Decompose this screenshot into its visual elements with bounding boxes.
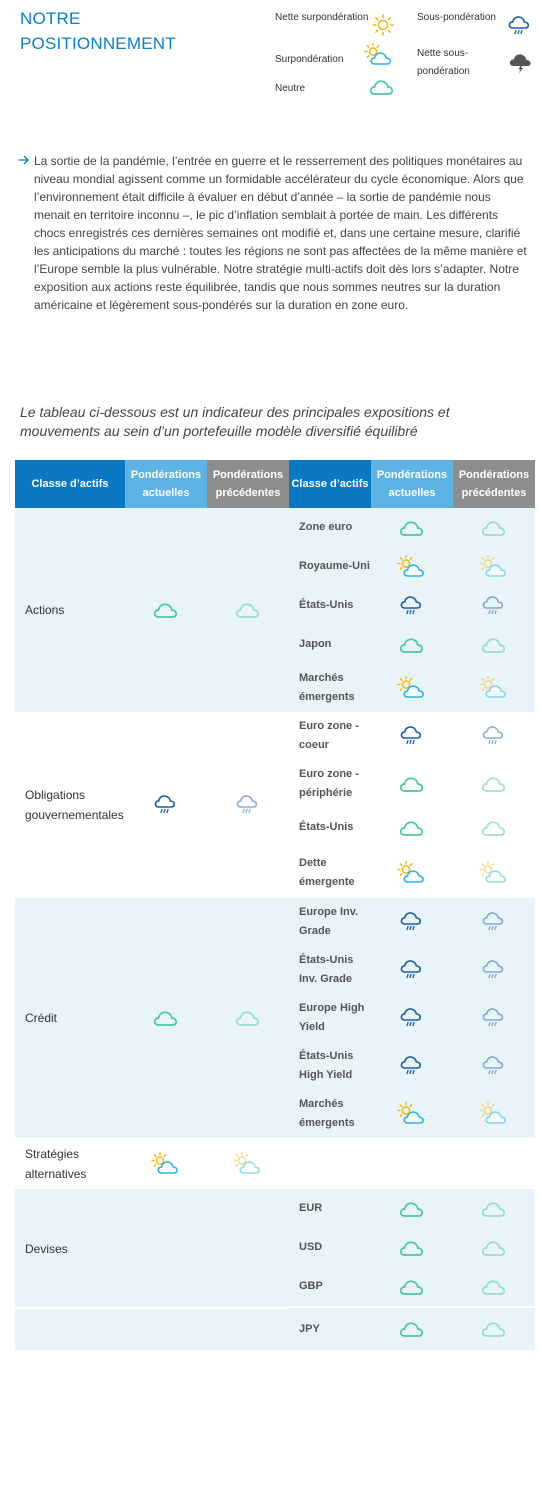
rain-cloud-icon — [453, 1006, 535, 1030]
row-label: Euro zone - coeur — [299, 720, 359, 751]
arrow-right-icon — [18, 152, 34, 314]
group-name: Obligations gouvernementales — [25, 788, 124, 822]
table-row — [289, 1042, 535, 1090]
neutral-cloud-icon — [371, 518, 453, 538]
rain-cloud-icon — [453, 724, 535, 748]
row-label: États-Unis — [299, 821, 354, 833]
sun-cloud-icon — [125, 1151, 207, 1177]
legend-label-neutre: Neutre — [275, 83, 306, 94]
table-row — [289, 847, 535, 898]
neutral-cloud-icon — [453, 1319, 535, 1339]
header-asset-class: Classe d’actifs — [289, 460, 371, 508]
table-header — [15, 460, 535, 508]
header-previous-weights: Pondérations précédentes — [453, 460, 535, 508]
row-label: Dette émergente — [299, 856, 355, 888]
header-current-weights: Pondérations actuelles — [371, 460, 453, 508]
sun-cloud-icon — [453, 860, 535, 886]
group-name: Devises — [25, 1242, 68, 1256]
neutral-cloud-icon — [371, 1319, 453, 1339]
intro-text: La sortie de la pandémie, l’entrée en guerre et le resserrement des politiques monétaires au niveau mondial agissent comme un formidable accélérateur du cycle économique. Alors que l’environnement était difficile à évaluer en début d’année – la sortie de pandémie nous menait en territoire inconnu –, le pic d’inflation semblait à portée de main. Les différents chocs enregistrés ces dernières semaines ont modifié et, dans une certaine mesure, clarifié les anticipations du marché : toutes les régions ne sont pas affectées de la même manière et l’Europe semble la plus vulnérable. Notre stratégie multi-actifs doit dès lors s’adapter. Notre exposition aux actions reste équilibrée, tandis que nous sommes neutres sur la duration américaine et légèrement sous-pondérés sur la duration en zone euro. — [34, 154, 527, 312]
rain-cloud-icon — [371, 910, 453, 934]
table-group-alternative-strategies — [15, 1138, 535, 1189]
neutral-cloud-icon — [453, 1199, 535, 1219]
neutral-cloud-icon — [453, 774, 535, 794]
header-current-weights: Pondérations actuelles — [125, 460, 207, 508]
neutral-cloud-icon — [453, 818, 535, 838]
sun-cloud-icon — [453, 1101, 535, 1127]
row-label: JPY — [299, 1322, 320, 1335]
table-row — [289, 664, 535, 712]
sun-cloud-icon — [371, 1101, 453, 1127]
row-label: Europe Inv. Grade — [299, 906, 359, 937]
neutral-cloud-icon — [371, 818, 453, 838]
table-subtitle: Le tableau ci-dessous est un indicateur des principales expositions et mouvements au sein d’un portefeuille modèle diversifié équilibré — [20, 404, 450, 439]
table-row — [289, 1267, 535, 1306]
row-label: Zone euro — [299, 521, 353, 533]
row-label: États-Unis — [299, 599, 354, 611]
sun-cloud-icon — [371, 860, 453, 886]
table-row — [289, 1189, 535, 1228]
table-group-government-bonds — [15, 712, 535, 898]
neutral-cloud-icon — [453, 1238, 535, 1258]
table-row — [289, 1308, 535, 1350]
rain-cloud-icon — [453, 1054, 535, 1078]
rain-cloud-icon — [453, 958, 535, 982]
page-title: NOTRE POSITIONNEMENT — [20, 9, 176, 53]
neutral-cloud-icon — [368, 77, 396, 97]
neutral-cloud-icon — [125, 600, 207, 620]
table-row — [289, 760, 535, 808]
rain-cloud-icon — [371, 1054, 453, 1078]
legend-label-nette-sous-ponderation: Nette sous-pondération — [417, 48, 470, 77]
sun-icon — [371, 13, 395, 37]
table-group-actions — [15, 508, 535, 712]
legend-label-surponderation: Surpondération — [275, 54, 344, 65]
neutral-cloud-icon — [371, 635, 453, 655]
group-name: Crédit — [25, 1011, 58, 1025]
row-label: Europe High Yield — [299, 1002, 365, 1033]
table-row — [289, 508, 535, 547]
neutral-cloud-icon — [371, 1277, 453, 1297]
table-row — [289, 586, 535, 625]
storm-cloud-icon — [507, 51, 533, 75]
row-label: États-Unis High Yield — [299, 1050, 354, 1081]
neutral-cloud-icon — [371, 774, 453, 794]
row-label: GBP — [299, 1280, 323, 1292]
table-row — [289, 898, 535, 946]
sun-cloud-icon — [453, 675, 535, 701]
rain-cloud-icon — [125, 793, 207, 817]
neutral-cloud-icon — [453, 1277, 535, 1297]
row-label: Marchés émergents — [299, 672, 355, 703]
table-group-credit — [15, 898, 535, 1138]
rain-cloud-icon — [371, 594, 453, 618]
legend-label-sous-ponderation: Sous-pondération — [417, 12, 496, 23]
row-divider — [15, 1307, 289, 1309]
neutral-cloud-icon — [371, 1238, 453, 1258]
rain-cloud-icon — [453, 910, 535, 934]
group-name: Stratégies alternatives — [25, 1146, 87, 1181]
table-row — [289, 625, 535, 664]
rain-cloud-icon — [371, 724, 453, 748]
sun-cloud-icon — [207, 1151, 289, 1177]
table-row — [289, 1090, 535, 1138]
rain-cloud-icon — [371, 1006, 453, 1030]
row-label: Marchés émergents — [299, 1098, 355, 1129]
row-label: EUR — [299, 1202, 323, 1214]
intro-block — [18, 152, 528, 314]
table-row — [289, 547, 535, 586]
neutral-cloud-icon — [453, 635, 535, 655]
allocation-table — [15, 460, 535, 1350]
row-label: Royaume-Uni — [299, 560, 370, 572]
row-label: États-Unis Inv. Grade — [299, 954, 354, 985]
table-row — [289, 712, 535, 760]
rain-cloud-icon — [371, 958, 453, 982]
table-group-currencies — [15, 1189, 535, 1350]
legend-label-nette-surponderation: Nette surpondération — [275, 12, 369, 23]
rain-cloud-icon — [507, 14, 533, 38]
header-asset-class: Classe d’actifs — [15, 460, 125, 508]
neutral-cloud-icon — [207, 1008, 289, 1028]
neutral-cloud-icon — [207, 600, 289, 620]
sun-cloud-icon — [371, 675, 453, 701]
sun-cloud-icon — [371, 554, 453, 580]
table-row — [289, 946, 535, 994]
sun-cloud-icon — [363, 42, 395, 68]
table-row — [289, 808, 535, 847]
neutral-cloud-icon — [453, 518, 535, 538]
neutral-cloud-icon — [125, 1008, 207, 1028]
header-previous-weights: Pondérations précédentes — [207, 460, 289, 508]
neutral-cloud-icon — [371, 1199, 453, 1219]
rain-cloud-icon — [207, 793, 289, 817]
row-label: Euro zone - périphérie — [299, 768, 359, 799]
row-label: Japon — [299, 638, 332, 650]
rain-cloud-icon — [453, 594, 535, 618]
sun-cloud-icon — [453, 554, 535, 580]
table-row — [289, 994, 535, 1042]
table-row — [289, 1228, 535, 1267]
group-name: Actions — [25, 603, 65, 617]
row-label: USD — [299, 1241, 323, 1253]
